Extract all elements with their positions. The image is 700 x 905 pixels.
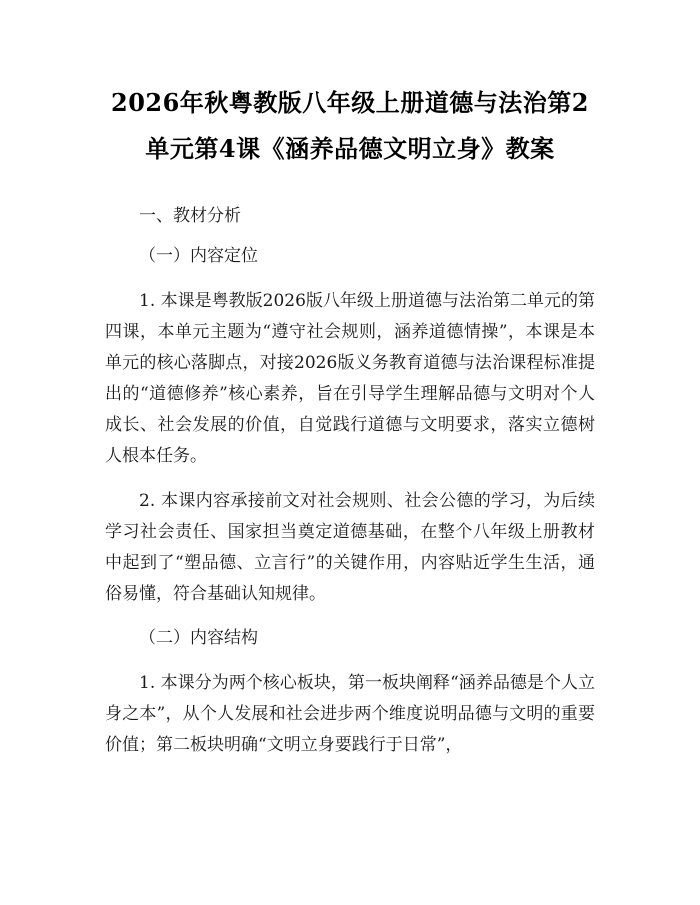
document-title: 2026年秋粤教版八年级上册道德与法治第2单元第4课《涵养品德文明立身》教案 bbox=[111, 88, 589, 163]
paragraph-structure-1: 1. 本课分为两个核心板块，第一板块阐释“涵养品德是个人立身之本”，从个人发展和社会进步两个维度说明品德与文明的重要价值；第二板块明确“文明立身要践行于日常”， bbox=[105, 673, 595, 755]
section-heading-textbook-analysis: 一、教材分析 bbox=[139, 206, 241, 226]
subsection-heading-content-positioning: （一）内容定位 bbox=[139, 246, 258, 266]
subsection-heading-content-structure: （二）内容结构 bbox=[139, 628, 258, 648]
paragraph-positioning-2: 2. 本课内容承接前文对社会规则、社会公德的学习，为后续学习社会责任、国家担当奠定道德基础，在整个八年级上册教材中起到了“塑品德、立言行”的关键作用，内容贴近学生生活，通俗易懂，符合基础认知规律。 bbox=[105, 491, 595, 604]
paragraph-positioning-1: 1. 本课是粤教版2026版八年级上册道德与法治第二单元的第四课，本单元主题为“遵守社会规则，涵养道德情操”，本课是本单元的核心落脚点，对接2026版义务教育道德与法治课程标准提出的“道德修养”核心素养，旨在引导学生理解品德与文明对个人成长、社会发展的价值，自觉践行道德与文明要求，落实立德树人根本任务。 bbox=[105, 291, 595, 466]
